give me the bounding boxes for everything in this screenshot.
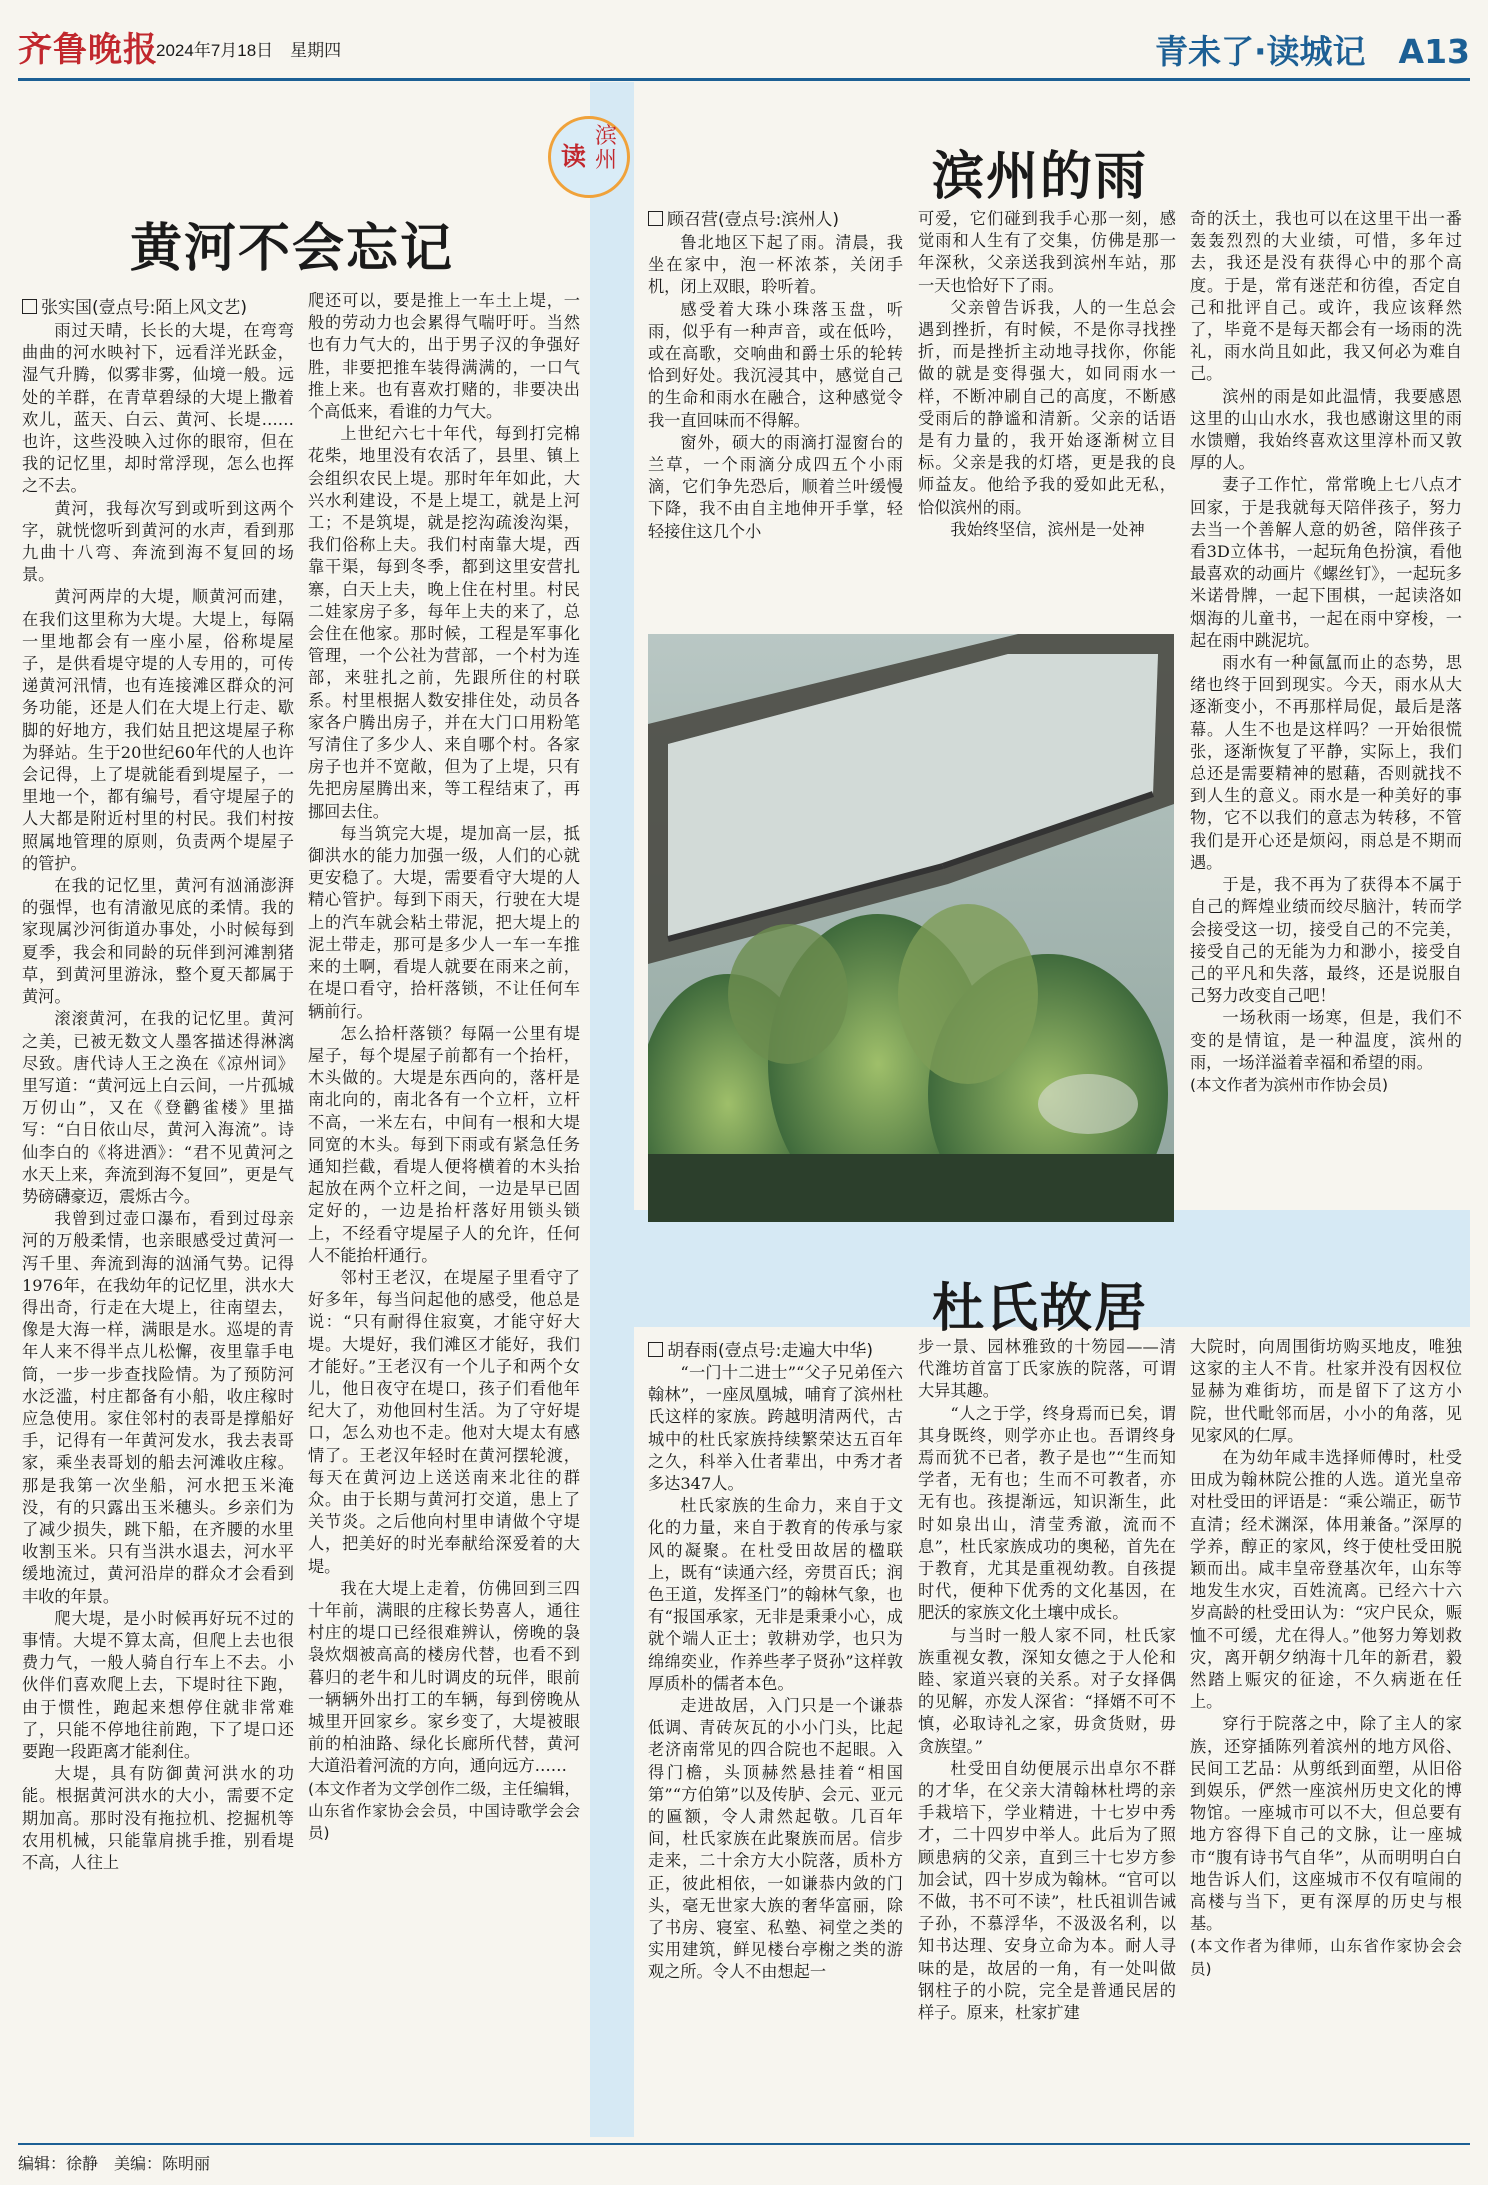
author-note: (本文作者为律师，山东省作家协会会员) [1190, 1937, 1462, 1978]
author-note: (本文作者为文学创作二级，主任编辑，山东省作家协会会员，中国诗歌学会会员) [308, 1779, 580, 1843]
paragraph: 黄河，我每次写到或听到这两个字，就恍惚听到黄河的水声，看到那九曲十八弯、奔流到海不复回的场景。 [22, 498, 294, 585]
paragraph: 爬大堤，是小时候再好玩不过的事情。大堤不算太高，但爬上去也很费力气，一般人骑自行车上不去。小伙伴们喜欢爬上去，下堤时往下跑，由于惯性，跑起来想停住就非常难了，只能不停地往前跑，下了堤口还要跑一段距离才能刹住。 [22, 1608, 294, 1761]
article-title-huanghe: 黄河不会忘记 [130, 219, 455, 279]
paragraph: 可爱，它们碰到我手心那一刻，感觉雨和人生有了交集，仿佛是那一年深秋，父亲送我到滨州车站，那一天也恰好下了雨。 [918, 209, 1176, 295]
paragraph: 穿行于院落之中，除了主人的家族，还穿插陈列着滨州的地方风俗、民间工艺品：从剪纸到面塑，从旧俗到娱乐，俨然一座滨州历史文化的博物馆。一座城市可以不大，但总要有地方容得下自己的文脉，让一座城市“腹有诗书气自华”，从而明明白白地告诉人们，这座城市不仅有喧闹的高楼与当下，更有深厚的历史与根基。 [1190, 1714, 1462, 1934]
paragraph: 爬还可以，要是推上一车土上堤，一般的劳动力也会累得气喘吁吁。当然也有力气大的，出于男子汉的争强好胜，非要把推车装得满满的，一口气推上来。也有喜欢打赌的，非要决出个高低来，看谁的力气大。 [308, 291, 580, 422]
paragraph: 怎么拾杆落锁？每隔一公里有堤屋子，每个堤屋子前都有一个抬杆，木头做的。大堤是东西向的，落杆是南北向的，南北各有一个立杆，立杆不高，一米左右，中间有一根和大堤同宽的木头。每到下雨或有紧急任务通知拦截，看堤人便将横着的木头抬起放在两个立杆之间，一边是早已固定好的，一边是抬杆落好用锁头锁上，不经看守堤屋子人的允许，任何人不能抬杆通行。 [308, 1023, 580, 1265]
article-column-du-1 [648, 1362, 903, 2130]
author-note: (本文作者为滨州市作协会员) [1190, 1075, 1389, 1094]
paragraph: 我曾到过壶口瀑布，看到过母亲河的万般柔情，也亲眼感受过黄河一泻千里、奔流到海的汹涌气势。记得1976年，在我幼年的记忆里，洪水大得出奇，行走在大堤上，往南望去，像是大海一样，满眼是水。巡堤的青年人来不得半点儿松懈，夜里靠手电筒，一步一步查找险情。为了预防河水泛滥，村庄都备有小船，收庄稼时应急使用。家住邻村的表哥是撑船好手，记得有一年黄河发水，我去表哥家，乘坐表哥划的船去河滩收庄稼。那是我第一次坐船，河水把玉米淹没，有的只露出玉米穗头。乡亲们为了减少损失，跳下船，在齐腰的水里收割玉米。只有当洪水退去，河水平缓地流过，黄河沿岸的群众才会看到丰收的年景。 [22, 1209, 294, 1606]
article-column-yu-1 [648, 232, 903, 628]
editor-credits: 编辑：徐静 美编：陈明丽 [18, 2156, 211, 2173]
byline-text: 张实国(壹点号:陌上风文艺) [41, 298, 247, 318]
badge-city-chars: 滨州 [595, 124, 618, 173]
article-column-yu-3 [1190, 208, 1462, 1208]
paragraph: 走进故居，入门只是一个谦恭低调、青砖灰瓦的小小门头，比起老济南常见的四合院也不起眼。入得门檐，头顶赫然悬挂着“相国第”“方伯第”以及传胪、会元、亚元的匾额，令人肃然起敬。几百年间，杜氏家族在此聚族而居。信步走来，二十余方大小院落，质朴方正，彼此相依，一如谦恭内敛的门头，毫无世家大族的奢华富丽，除了书房、寝室、私塾、祠堂之类的实用建筑，鲜见楼台亭榭之类的游观之所。令人不由想起一 [648, 1696, 903, 1982]
paragraph: 奇的沃土，我也可以在这里干出一番轰轰烈烈的大业绩，可惜，多年过去，我还是没有获得心中的那个高度。于是，常有迷茫和彷徨，否定自己和批评自己。或许，我应该释然了，毕竟不是每天都会有一场雨的洗礼，雨水尚且如此，我又何必为难自己。 [1190, 209, 1462, 384]
article-title-yu: 滨州的雨 [932, 147, 1149, 207]
paragraph: 父亲曾告诉我，人的一生总会遇到挫折，有时候，不是你寻找挫折，而是挫折主动地寻找你，你能做的就是变得强大，如同雨水一样，不断冲刷自己的高度，不断感受雨后的静谧和清新。父亲的话语是有力量的，我开始逐渐树立目标。父亲是我的灯塔，更是我的良师益友。他给予我的爱如此无私，恰似滨州的雨。 [918, 297, 1176, 517]
section-badge [548, 116, 630, 198]
paragraph: 窗外，硕大的雨滴打湿窗台的兰草，一个雨滴分成四五个小雨滴，它们争先恐后，顺着兰叶缓慢下降，我不由自主地伸开手掌，轻轻接住这几个小 [648, 432, 903, 541]
paragraph: 步一景、园林雅致的十笏园——清代潍坊首富丁氏家族的院落，可谓大异其趣。 [918, 1337, 1176, 1401]
paragraph: 鲁北地区下起了雨。清晨，我坐在家中，泡一杯浓茶，关闭手机，闭上双眼，聆听着。 [648, 233, 903, 297]
paragraph: “一门十二进士”“父子兄弟侄六翰林”，一座凤凰城，哺育了滨州杜氏这样的家族。跨越明清两代，古城中的杜氏家族持续繁荣达五百年之久，科举入仕者辈出，中秀才者多达347人。 [648, 1363, 903, 1494]
paragraph: 每当筑完大堤，堤加高一层，抵御洪水的能力加强一级，人们的心就更安稳了。大堤，需要看守大堤的人精心管护。每到下雨天，行驶在大堤上的汽车就会粘土带泥，把大堤上的泥土带走，那可是多少人一车一车推来的土啊，看堤人就要在雨来之前，在堤口看守，拾杆落锁，不让任何车辆前行。 [308, 823, 580, 1021]
paragraph: 上世纪六七十年代，每到打完棉花柴，地里没有农活了，县里、镇上会组织农民上堤。那时年年如此，大兴水利建设，不是上堤工，就是上河工；不是筑堤，就是挖沟疏浚沟渠，我们俗称上夫。我们村南靠大堤，西靠干渠，每到冬季，都到这里安营扎寨，白天上夫，晚上住在村里。村民二娃家房子多，每年上夫的来了，总会住在他家。那时候，工程是军事化管理，一个公社为营部，一个村为连部，来驻扎之前，先跟所住的村联系。村里根据人数安排住处，动员各家各户腾出房子，并在大门口用粉笔写清住了多少人、来自哪个村。各家房子也并不宽敞，但为了上堤，只有先把房屋腾出来，等工程结束了，再挪回去住。 [308, 424, 580, 821]
paragraph: 我始终坚信，滨州是一处神 [950, 519, 1145, 539]
footer-rule [18, 2143, 1470, 2145]
byline-box-icon [22, 299, 37, 314]
blue-band-top [590, 82, 634, 1327]
paragraph: 大堤，具有防御黄河洪水的功能。根据黄河洪水的大小，需要不定期加高。那时没有拖拉机、挖掘机等农用机械，只能靠肩挑手推，别看堤不高，人往上 [22, 1764, 294, 1873]
paragraph: 在为幼年咸丰选择师傅时，杜受田成为翰林院公推的人选。道光皇帝对杜受田的评语是：“乘公端正，砺节直清；经术渊深，体用兼备。”深厚的学养，醇正的家风，终于使杜受田脱颖而出。咸丰皇帝登基次年，山东等地发生水灾，百姓流离。已经六十六岁高龄的杜受田认为：“灾户民众，赈恤不可缓，尤在得人。”他努力筹划救灾，离开朝夕纳海十几年的新君，毅然踏上赈灾的征途，不久病逝在任上。 [1190, 1448, 1462, 1712]
byline-huanghe [22, 293, 247, 318]
article-column-yu-2 [918, 208, 1176, 628]
paragraph: 于是，我不再为了获得本不属于自己的辉煌业绩而绞尽脑汁，转而学会接受这一切，接受自己的不完美，接受自己的无能为力和渺小，接受自己的平凡和失落，最终，还是说服自己努力改变自己吧！ [1190, 875, 1462, 1006]
paragraph: 与当时一般人家不同，杜氏家族重视女教，深知女德之于人伦和睦、家道兴衰的关系。对子女择偶的见解，亦发人深省：“择婿不可不慎，必取诗礼之家，毋贪货财，毋贪族望。” [918, 1625, 1176, 1756]
rain-window-illustration [648, 634, 1174, 1222]
paragraph: 黄河两岸的大堤，顺黄河而建，在我们这里称为大堤。大堤上，每隔一里地都会有一座小屋，俗称堤屋子，是供看堤守堤的人专用的，可传递黄河汛情，也有连接滩区群众的河务功能，还是人们在大堤上行走、歇脚的好地方，我们姑且把这堤屋子称为驿站。生于20世纪60年代的人也许会记得，上了堤就能看到堤屋子，一里地一个，都有编号，看守堤屋子的人大都是附近村里的村民。我们村按照属地管理的原则，负责两个堤屋子的管护。 [22, 587, 294, 873]
paragraph: 妻子工作忙，常常晚上七八点才回家，于是我就每天陪伴孩子，努力去当一个善解人意的奶爸，陪伴孩子看3D立体书，一起玩角色扮演，看他最喜欢的动画片《螺丝钉》，一起玩多米诺骨牌，一起下围棋，一起读洛如烟海的儿童书，一起在雨中穿梭，一起在雨中跳泥坑。 [1190, 475, 1462, 650]
rain-window-photo [648, 634, 1174, 1222]
paragraph: “人之于学，终身焉而已矣，谓其身既终，则学亦止也。吾谓终身焉而犹不已者，教子是也”“生而知学者，无有也；生而不可教者，亦无有也。孩提渐远，知识渐生，此时如泉出山，清莹秀澈，流而不息”，杜氏家族成功的奥秘，首先在于教育，尤其是重视幼教。自孩提时代，便种下优秀的文化基因，在肥沃的家族文化土壤中成长。 [918, 1403, 1176, 1623]
masthead-logo: 齐鲁晚报 [18, 30, 158, 70]
paragraph: 感受着大珠小珠落玉盘，听雨，似乎有一种声音，或在低吟，或在高歌，交响曲和爵士乐的轮转恰到好处。我沉浸其中，感觉自己的生命和雨水在融合，这种感觉令我一直回味而不得解。 [648, 299, 903, 430]
paragraph: 滨州的雨是如此温情，我要感恩这里的山山水水，我也感谢这里的雨水馈赠，我始终喜欢这里淳朴而又敦厚的人。 [1190, 386, 1462, 473]
byline-du [648, 1336, 873, 1361]
article-title-du: 杜氏故居 [932, 1279, 1149, 1339]
badge-read-char: 读 [561, 142, 587, 171]
paragraph: 我在大堤上走着，仿佛回到三四十年前，满眼的庄稼长势喜人，通往村庄的堤口已经很难辨认，傍晚的袅袅炊烟被高高的楼房代替，也看不到暮归的老牛和儿时调皮的玩伴，眼前一辆辆外出打工的车辆，每到傍晚从城里开回家乡。家乡变了，大堤被眼前的柏油路、绿化长廊所代替，黄河大道沿着河流的方向，通向远方…… [308, 1578, 580, 1776]
paragraph: 雨水有一种氤氲而止的态势，思绪也终于回到现实。今天，雨水从大逐渐变小，不再那样局促，最后是落幕。人生不也是这样吗？一开始很慌张，逐渐恢复了平静，实际上，我们总还是需要精神的慰藉，否则就找不到人生的意义。雨水是一种美好的事物，它不以我们的意志为转移，不管我们是开心还是烦闷，雨总是不期而遇。 [1190, 653, 1462, 872]
byline-box-icon [648, 1342, 663, 1357]
article-column-huanghe-2 [308, 290, 580, 2130]
paragraph: 杜氏家族的生命力，来自于文化的力量，来自于教育的传承与家风的凝聚。在杜受田故居的楹联上，既有“读通六经，旁贯百氏；润色王道，发挥圣门”的翰林气象，也有“报国承家，无非是秉秉小心，成就个端人正士；敦耕劝学，也只为绵绵奕业，作养些孝子贤孙”这样敦厚质朴的儒者本色。 [648, 1496, 903, 1693]
article-column-du-2 [918, 1336, 1176, 2130]
byline-text: 顾召营(壹点号:滨州人) [667, 210, 839, 230]
paragraph: 滚滚黄河，在我的记忆里。黄河之美，已被无数文人墨客描述得淋漓尽致。唐代诗人王之涣在《凉州词》里写道：“黄河远上白云间，一片孤城万仞山”，又在《登鹳雀楼》里描写：“白日依山尽，黄河入海流”。诗仙李白的《将进酒》：“君不见黄河之水天上来，奔流到海不复回”，更是气势磅礴豪迈，震烁古今。 [22, 1009, 294, 1206]
paragraph: 在我的记忆里，黄河有汹涌澎湃的强悍，也有清澈见底的柔情。我的家现属沙河街道办事处，小时候每到夏季，我会和同龄的玩伴到河滩割猪草，到黄河里游泳，整个夏天都属于黄河。 [22, 876, 294, 1007]
byline-yu [648, 205, 839, 230]
paragraph: 杜受田自幼便展示出卓尔不群的才华，在父亲大清翰林杜堮的亲手栽培下，学业精进，十七岁中秀才，二十四岁中举人。此后为了照顾患病的父亲，直到三十七岁方参加会试，四十岁成为翰林。“官可以不做，书不可不读”，杜氏祖训告诫子孙，不慕浮华，不汲汲名利，以知书达理、安身立命为本。耐人寻味的是，故居的一角，有一处叫做钢柱子的小院，完全是普通民居的样子。原来，杜家扩建 [918, 1758, 1176, 2023]
paragraph: 邻村王老汉，在堤屋子里看守了好多年，每当问起他的感受，他总是说：“只有耐得住寂寞，才能守好大堤。大堤好，我们滩区才能好，我们才能好。”王老汉有一个儿子和两个女儿，他日夜守在堤口，孩子们看他年纪大了，劝他回村生活。为了守好堤口，怎么劝也不走。他对大堤太有感情了。王老汉年轻时在黄河摆轮渡，每天在黄河边上送送南来北往的群众。由于长期与黄河打交道，患上了关节炎。之后他向村里申请做个守堤人，把美好的时光奉献给深爱着的大堤。 [308, 1267, 580, 1576]
page-header [18, 8, 1470, 72]
issue-date: 2024年7月18日 星期四 [156, 41, 342, 60]
header-rule [18, 78, 1470, 81]
article-column-huanghe-1 [22, 320, 294, 2130]
blue-band-bottom [590, 1327, 634, 2137]
paragraph: 雨过天晴，长长的大堤，在弯弯曲曲的河水映衬下，远看洋光跃金，湿气升腾，似雾非雾，仙境一般。远处的羊群，在青草碧绿的大堤上撒着欢儿，蓝天、白云、黄河、长堤……也许，这些没映入过你的眼帘，但在我的记忆里，却时常浮现，怎么也挥之不去。 [22, 321, 294, 496]
byline-text: 胡春雨(壹点号:走遍大中华) [667, 1341, 873, 1361]
article-column-du-3 [1190, 1336, 1462, 2130]
paragraph: 大院时，向周围街坊购买地皮，唯独这家的主人不肯。杜家并没有因权位显赫为难街坊，而是留下了这方小院，世代毗邻而居，小小的角落，见见家风的仁厚。 [1190, 1337, 1462, 1445]
section-title: 青未了·读城记 A13 [1155, 32, 1470, 71]
byline-box-icon [648, 211, 663, 226]
paragraph: 一场秋雨一场寒，但是，我们不变的是情谊，是一种温度，滨州的雨，一场洋溢着幸福和希望的雨。 [1190, 1008, 1462, 1072]
